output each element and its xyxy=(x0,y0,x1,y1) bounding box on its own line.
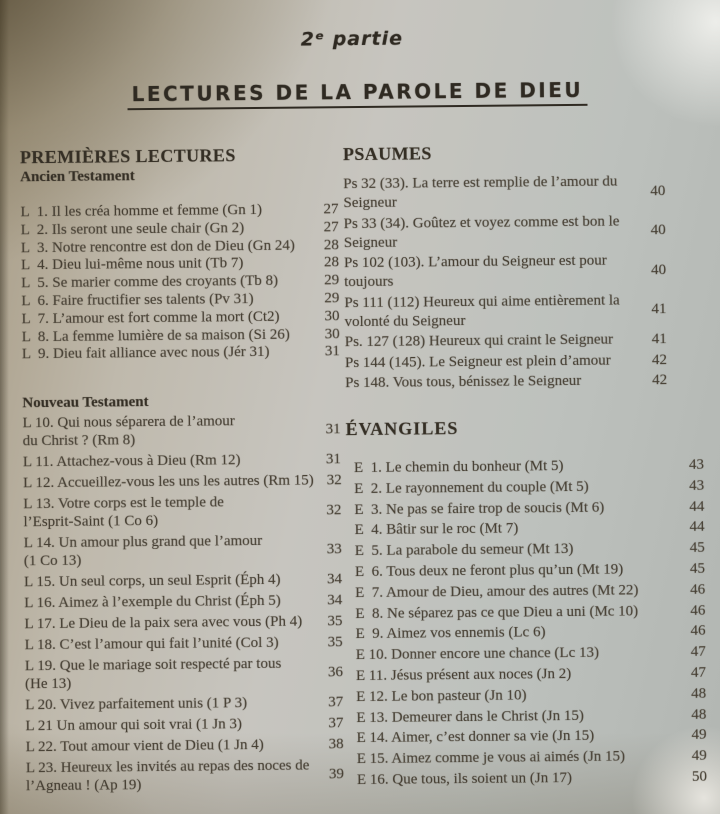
toc-entry-page: 45 xyxy=(689,539,705,557)
toc-entry-title: E 4. Bâtir sur le roc (Mt 7) xyxy=(354,520,519,539)
toc-entry xyxy=(26,735,344,756)
toc-entry xyxy=(354,497,704,518)
page-title xyxy=(0,77,718,112)
toc-entry-page: 43 xyxy=(689,477,705,494)
toc-entry xyxy=(344,251,666,292)
old-testament-heading: Ancien Testament xyxy=(20,168,135,186)
toc-entry-title: Ps. 127 (128) Heureux qui craint le Seigneur xyxy=(344,331,614,351)
toc-entry-page: 43 xyxy=(688,456,705,473)
toc-entry-page: 27 xyxy=(323,218,339,236)
toc-entry-page: 46 xyxy=(690,602,706,619)
toc-entry-title: E 9. Aimez vos ennemis (Lc 6) xyxy=(355,624,546,643)
toc-entry-page: 32 xyxy=(326,502,342,519)
toc-entry-title: L 13. Votre corps est le temple de l’Esprit-Saint (1 Co 6) xyxy=(23,494,224,531)
toc-entry xyxy=(354,518,704,539)
toc-entry-title: E 6. Tous deux ne feront plus qu’un (Mt 19) xyxy=(354,561,624,581)
toc-entry xyxy=(357,747,707,768)
part-label: 2ᵉ partie xyxy=(300,27,404,51)
toc-entry-page: 42 xyxy=(652,372,668,389)
toc-entry-title: E 16. Que tous, ils soient un (Jn 17) xyxy=(356,769,573,789)
toc-entry-title: L 6. Faire fructifier ses talents (Pv 31) xyxy=(21,291,254,310)
toc-entry-title: L 21 Un amour qui soit vrai (1 Jn 3) xyxy=(25,716,243,735)
toc-entry xyxy=(355,560,705,581)
toc-entry-page: 28 xyxy=(323,236,339,253)
toc-entry xyxy=(24,531,342,570)
toc-entry-title: L 10. Qui nous séparera de l’amour du Christ ? (Rm 8) xyxy=(22,413,235,450)
toc-entry-title: L 12. Accueillez-vous les uns les autres (Rm 15) xyxy=(23,472,314,492)
toc-entry-page: 31 xyxy=(324,343,340,360)
toc-entry xyxy=(356,664,706,685)
toc-entry xyxy=(23,492,341,531)
toc-entry-title: L 15. Un seul corps, un seul Esprit (Éph 4) xyxy=(23,571,281,591)
toc-entry xyxy=(356,726,706,747)
toc-entry xyxy=(345,351,667,373)
toc-entry-page: 33 xyxy=(326,541,342,558)
toc-entry-title: L 19. Que le mariage soit respecté par tous (He 13) xyxy=(24,655,282,693)
toc-entry-page: 45 xyxy=(689,560,706,577)
toc-entry-title: L 4. Dieu lui-même nous unit (Tb 7) xyxy=(20,255,244,274)
psalms-heading: PSAUMES xyxy=(342,143,432,165)
toc-entry xyxy=(343,172,665,213)
toc-entry xyxy=(25,633,343,654)
toc-entry-title: Ps 144 (145). Le Seigneur est plein d’amour xyxy=(344,352,611,371)
toc-entry-page: 41 xyxy=(651,301,667,318)
toc-entry xyxy=(22,411,340,450)
toc-entry xyxy=(355,601,705,622)
toc-entry xyxy=(25,693,343,714)
toc-entry-title: Ps 148. Vous tous, bénissez le Seigneur xyxy=(345,372,582,392)
toc-entry-title: E 11. Jésus présent aux noces (Jn 2) xyxy=(355,665,572,685)
toc-entry-title: E 7. Amour de Dieu, amour des autres (Mt 22) xyxy=(355,582,639,601)
toc-entry-page: 35 xyxy=(327,634,343,651)
toc-entry-title: Ps 111 (112) Heureux qui aime entièrement la volonté du Seigneur xyxy=(344,292,620,330)
toc-entry xyxy=(24,591,342,612)
toc-entry-title: E 8. Ne séparez pas ce que Dieu a uni (Mc 10) xyxy=(355,602,639,622)
toc-entry-title: E 13. Demeurer dans le Christ (Jn 15) xyxy=(356,707,584,726)
toc-entry-page: 31 xyxy=(325,451,341,468)
toc-entry-page: 48 xyxy=(691,706,707,723)
toc-entry-title: E 10. Donner encore une chance (Lc 13) xyxy=(355,644,600,664)
toc-entry-title: L 17. Le Dieu de la paix sera avec vous (Ph 4) xyxy=(24,613,303,633)
toc-entry-title: E 12. Le bon pasteur (Jn 10) xyxy=(356,687,527,705)
toc-entry-page: 30 xyxy=(324,325,340,342)
toc-entry-page: 28 xyxy=(323,254,340,271)
toc-entry-title: L 11. Attachez-vous à Dieu (Rm 12) xyxy=(22,452,241,471)
toc-entry-page: 27 xyxy=(323,201,339,218)
toc-entry-page: 32 xyxy=(326,472,342,489)
toc-entry-page: 35 xyxy=(327,613,343,630)
toc-entry xyxy=(354,476,704,497)
toc-entry xyxy=(26,756,344,795)
toc-entry-page: 44 xyxy=(689,498,705,515)
toc-entry-page: 30 xyxy=(324,307,340,325)
first-readings-column xyxy=(20,144,344,798)
toc-entry xyxy=(356,705,706,726)
toc-entry-page: 29 xyxy=(324,290,340,307)
toc-entry-title: L 23. Heureux les invités au repas des noces de l’Agneau ! (Ap 19) xyxy=(25,757,310,795)
toc-entry-title: L 8. La femme lumière de sa maison (Si 26) xyxy=(21,326,290,345)
toc-entry-page: 50 xyxy=(691,768,708,785)
new-testament-heading: Nouveau Testament xyxy=(22,394,149,412)
toc-entry xyxy=(355,539,705,560)
toc-entry-page: 42 xyxy=(651,351,668,368)
toc-entry-page: 47 xyxy=(690,643,706,661)
toc-entry-title: L 1. Il les créa homme et femme (Gn 1) xyxy=(20,201,263,221)
toc-entry-title: E 14. Aimer, c’est donner sa vie (Jn 15) xyxy=(356,728,595,747)
toc-entry xyxy=(21,237,339,258)
toc-entry xyxy=(355,580,705,601)
toc-entry-title: E 1. Le chemin du bonheur (Mt 5) xyxy=(353,458,564,477)
toc-entry-page: 47 xyxy=(690,664,707,681)
toc-entry-title: L 18. C’est l’amour qui fait l’unité (Col 3) xyxy=(24,634,279,654)
toc-entry-title: L 22. Tout amour vient de Dieu (1 Jn 4) xyxy=(25,737,264,756)
toc-entry-page: 34 xyxy=(327,592,343,609)
toc-entry xyxy=(357,768,707,789)
toc-entry xyxy=(354,456,704,477)
toc-entry-page: 38 xyxy=(328,736,344,753)
toc-entry-page: 37 xyxy=(328,715,344,732)
toc-entry xyxy=(25,714,343,735)
toc-entry xyxy=(23,471,341,492)
gospels-heading: ÉVANGILES xyxy=(345,418,459,440)
first-readings-heading: PREMIÈRES LECTURES xyxy=(19,145,236,168)
psalms-gospels-column xyxy=(343,141,707,792)
toc-entry-page: 40 xyxy=(650,222,666,239)
toc-entry-page: 39 xyxy=(328,766,344,783)
toc-entry-page: 40 xyxy=(650,182,666,199)
old-testament-list xyxy=(20,201,340,364)
toc-entry-title: L 20. Vivez parfaitement unis (1 P 3) xyxy=(25,695,248,714)
toc-entry-title: E 2. Le rayonnement du couple (Mt 5) xyxy=(354,478,589,497)
toc-entry-title: L 3. Notre rencontre est don de Dieu (Gn 24) xyxy=(20,237,295,256)
toc-entry xyxy=(344,212,666,253)
toc-entry xyxy=(345,371,667,393)
toc-entry xyxy=(356,643,706,664)
toc-entry-page: 49 xyxy=(691,727,707,744)
toc-entry-page: 46 xyxy=(690,581,706,598)
toc-entry-title: Ps 33 (34). Goûtez et voyez comme est bon le Seigneur xyxy=(343,213,620,251)
toc-entry xyxy=(24,570,342,591)
toc-entry-page: 41 xyxy=(651,331,667,348)
toc-entry-title: Ps 102 (103). L’amour du Seigneur est pour toujours xyxy=(343,252,607,291)
toc-entry-title: E 5. La parabole du semeur (Mt 13) xyxy=(354,541,574,560)
toc-entry-title: Ps 32 (33). La terre est remplie de l’amour du Seigneur xyxy=(343,173,618,212)
new-testament-list xyxy=(22,411,344,795)
toc-entry-title: L 16. Aimez à l’exemple du Christ (Éph 5) xyxy=(24,592,281,612)
toc-entry-title: E 3. Ne pas se faire trop de soucis (Mt 6) xyxy=(354,499,605,518)
toc-entry-page: 48 xyxy=(691,685,707,702)
toc-entry xyxy=(22,344,340,365)
toc-entry xyxy=(25,654,343,693)
toc-entry-page: 44 xyxy=(689,519,705,536)
toc-entry-title: L 2. Ils seront une seule chair (Gn 2) xyxy=(20,219,245,239)
toc-entry-page: 46 xyxy=(690,623,706,640)
psalms-list xyxy=(343,172,667,393)
toc-entry-title: E 15. Aimez comme je vous ai aimés (Jn 15) xyxy=(356,748,626,768)
toc-entry xyxy=(356,684,706,705)
toc-entry-page: 36 xyxy=(327,664,344,681)
toc-entry-page: 37 xyxy=(328,694,344,711)
toc-entry-page: 40 xyxy=(651,261,667,278)
toc-entry xyxy=(355,622,705,643)
toc-entry-page: 31 xyxy=(325,421,341,438)
page-title-text: LECTURES DE LA PAROLE DE DIEU xyxy=(127,78,587,110)
toc-entry xyxy=(23,450,341,471)
toc-entry-title: L 9. Dieu fait alliance avec nous (Jér 31) xyxy=(21,344,270,363)
toc-entry-page: 49 xyxy=(691,747,707,764)
toc-entry xyxy=(344,291,666,332)
gospels-list xyxy=(354,456,707,789)
toc-entry-title: L 14. Un amour plus grand que l’amour (1 Co 13) xyxy=(23,533,263,570)
toc-entry xyxy=(24,612,342,633)
toc-entry-title: L 7. L’amour est fort comme la mort (Ct2) xyxy=(21,308,280,328)
toc-entry xyxy=(345,330,667,352)
toc-entry-page: 34 xyxy=(326,571,343,588)
toc-entry-title: L 5. Se marier comme des croyants (Tb 8) xyxy=(21,272,279,292)
toc-entry-page: 29 xyxy=(324,272,340,289)
